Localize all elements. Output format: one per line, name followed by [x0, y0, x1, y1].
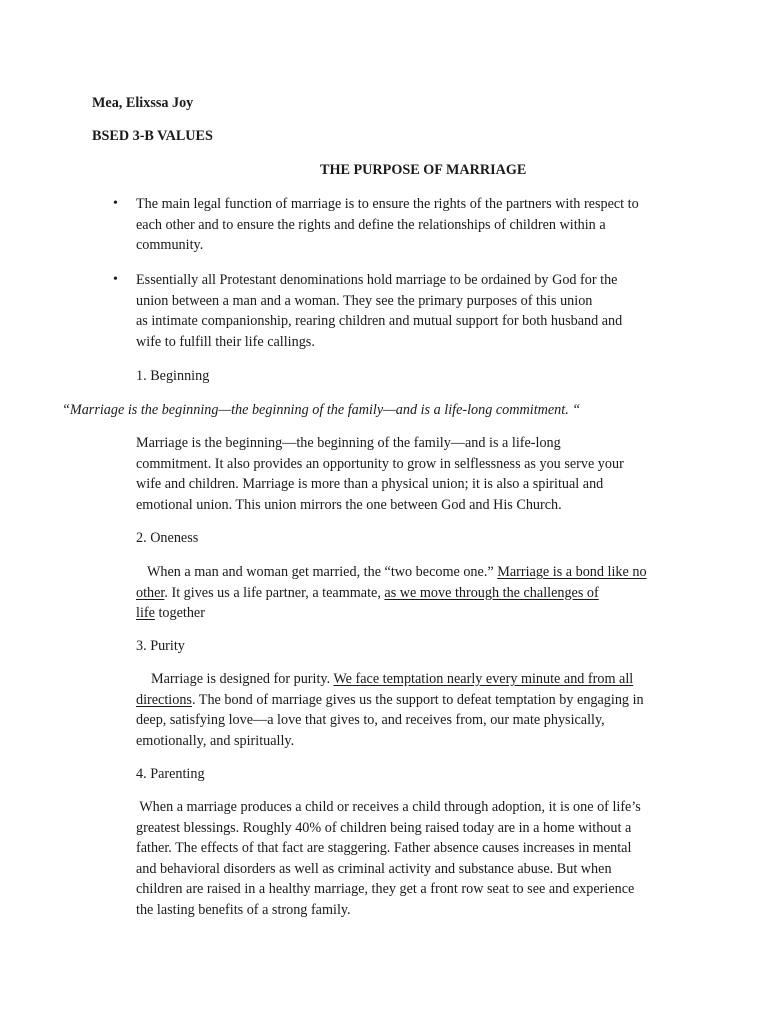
text-run: together: [154, 605, 205, 621]
author-name: Mea, Elixssa Joy: [92, 95, 194, 111]
text-run: . It gives us a life partner, a teammate,: [164, 584, 385, 601]
underlined-text: other: [136, 584, 165, 601]
text-run: When a man and woman get married, the “two become one.”: [147, 564, 498, 580]
document-title: THE PURPOSE OF MARRIAGE: [320, 162, 527, 178]
paragraph-line: [136, 690, 644, 711]
paragraph-line: Marriage is the beginning—the beginning of the family—and is a life-long: [136, 435, 561, 451]
bullet-line: as intimate companionship, rearing children and mutual support for both husband and: [136, 313, 623, 329]
bullet-line: union between a man and a woman. They see the primary purposes of this union: [136, 292, 593, 309]
paragraph-line: and behavioral disorders as well as criminal activity and substance abuse. But when: [136, 860, 612, 877]
bullet-line: The main legal function of marriage is to ensure the rights of the partners with respect to: [136, 196, 639, 212]
underlined-text: life: [136, 605, 155, 621]
bullet-marker: •: [113, 272, 118, 287]
paragraph-line: [147, 562, 647, 583]
beginning-quote: “Marriage is the beginning—the beginning of the family—and is a life-long commitment. “: [62, 402, 581, 418]
section-heading-purity: 3. Purity: [136, 638, 185, 654]
paragraph-line: wife and children. Marriage is more than a physical union; it is also a spiritual and: [136, 476, 604, 492]
paragraph-line: father. The effects of that fact are staggering. Father absence causes increases in mental: [136, 840, 632, 856]
text-run: Marriage is designed for purity.: [151, 671, 334, 687]
paragraph-line: children are raised in a healthy marriage, they get a front row seat to see and experience: [136, 881, 635, 897]
underlined-text: Marriage is a bond like no: [497, 564, 647, 580]
paragraph-line: [136, 603, 205, 624]
paragraph-line: greatest blessings. Roughly 40% of children being raised today are in a home without a: [136, 819, 632, 836]
underlined-text: as we move through the challenges of: [384, 584, 599, 601]
bullet-line: wife to fulfill their life callings.: [136, 333, 315, 350]
underlined-text: We face temptation nearly every minute and from all: [333, 671, 634, 687]
section-heading-parenting: 4. Parenting: [136, 766, 205, 782]
bullet-marker: •: [113, 196, 118, 211]
paragraph-line: [136, 583, 599, 604]
paragraph-line: emotional union. This union mirrors the one between God and His Church.: [136, 496, 562, 513]
paragraph-line: deep, satisfying love—a love that gives to, and receives from, our mate physically,: [136, 712, 605, 728]
paragraph-line: When a marriage produces a child or receives a child through adoption, it is one of life’s: [136, 799, 641, 815]
paragraph-line: emotionally, and spiritually.: [136, 732, 295, 749]
bullet-line: Essentially all Protestant denominations hold marriage to be ordained by God for the: [136, 272, 618, 288]
underlined-text: directions: [136, 691, 192, 708]
paragraph-line: [151, 669, 633, 690]
paragraph-line: commitment. It also provides an opportunity to grow in selflessness as you serve your: [136, 455, 624, 472]
text-run: . The bond of marriage gives us the support to defeat temptation by engaging in: [191, 691, 644, 708]
paragraph-line: the lasting benefits of a strong family.: [136, 901, 351, 918]
bullet-line: community.: [136, 237, 204, 253]
course-label: BSED 3-B VALUES: [92, 128, 213, 144]
section-heading-oneness: 2. Oneness: [136, 530, 199, 546]
section-heading-beginning: 1. Beginning: [136, 368, 210, 384]
bullet-line: each other and to ensure the rights and define the relationships of children within a: [136, 216, 606, 233]
